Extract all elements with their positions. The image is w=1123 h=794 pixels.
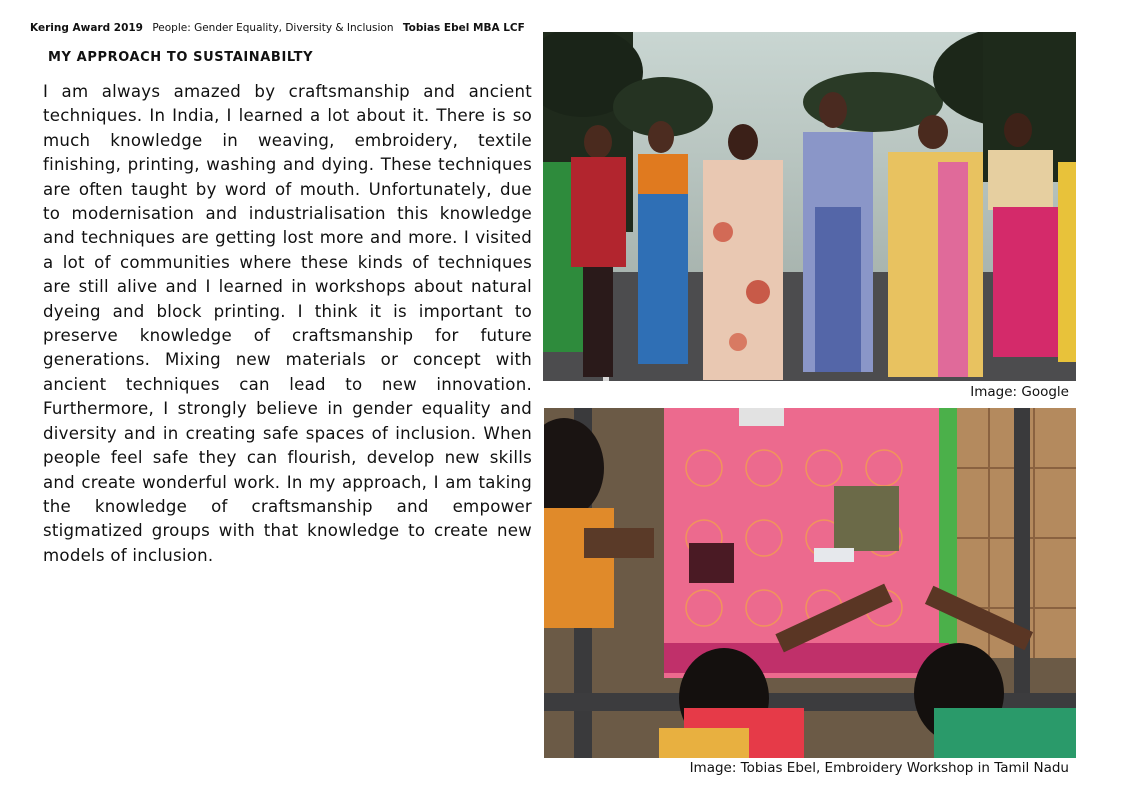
- page-header: [30, 22, 550, 34]
- body-paragraph: I am always amazed by craftsmanship and ancient techniques. In India, I learned a lot about it. There is so much knowledge in weaving, embroidery, textile finishing, printing, washing and dying. These techniques are often taught by word of mouth. Unfortunately, due to modernisation and industrialisation this knowledge and techniques are getting lost more and more. I visited a lot of communities where these kinds of techniques are still alive and I learned in workshops about natural dyeing and block printing. I think it is important to preserve knowledge of craftsmanship for future generations. Mixing new materials or concept with ancient techniques can lead to new innovation. Furthermore, I strongly believe in gender equality and diversity and in creating safe spaces of inclusion. When people feel safe they can flourish, develop new skills and create wonderful work. In my approach, I am taking the knowledge of craftsmanship and empower stigmatized groups with that knowledge to create new models of inclusion.: [43, 82, 532, 565]
- award-title: Kering Award 2019: [30, 22, 143, 34]
- embroidery-workshop-photo: [544, 408, 1076, 758]
- top-image-caption: Image: Google: [970, 384, 1069, 400]
- author-name: Tobias Ebel MBA LCF: [402, 22, 525, 34]
- bottom-image-caption: Image: Tobias Ebel, Embroidery Workshop in Tamil Nadu: [689, 760, 1069, 776]
- group-walking-photo: [543, 32, 1076, 381]
- award-category: People: Gender Equality, Diversity & Inclusion: [152, 22, 394, 34]
- section-title: MY APPROACH TO SUSTAINABILTY: [48, 50, 314, 65]
